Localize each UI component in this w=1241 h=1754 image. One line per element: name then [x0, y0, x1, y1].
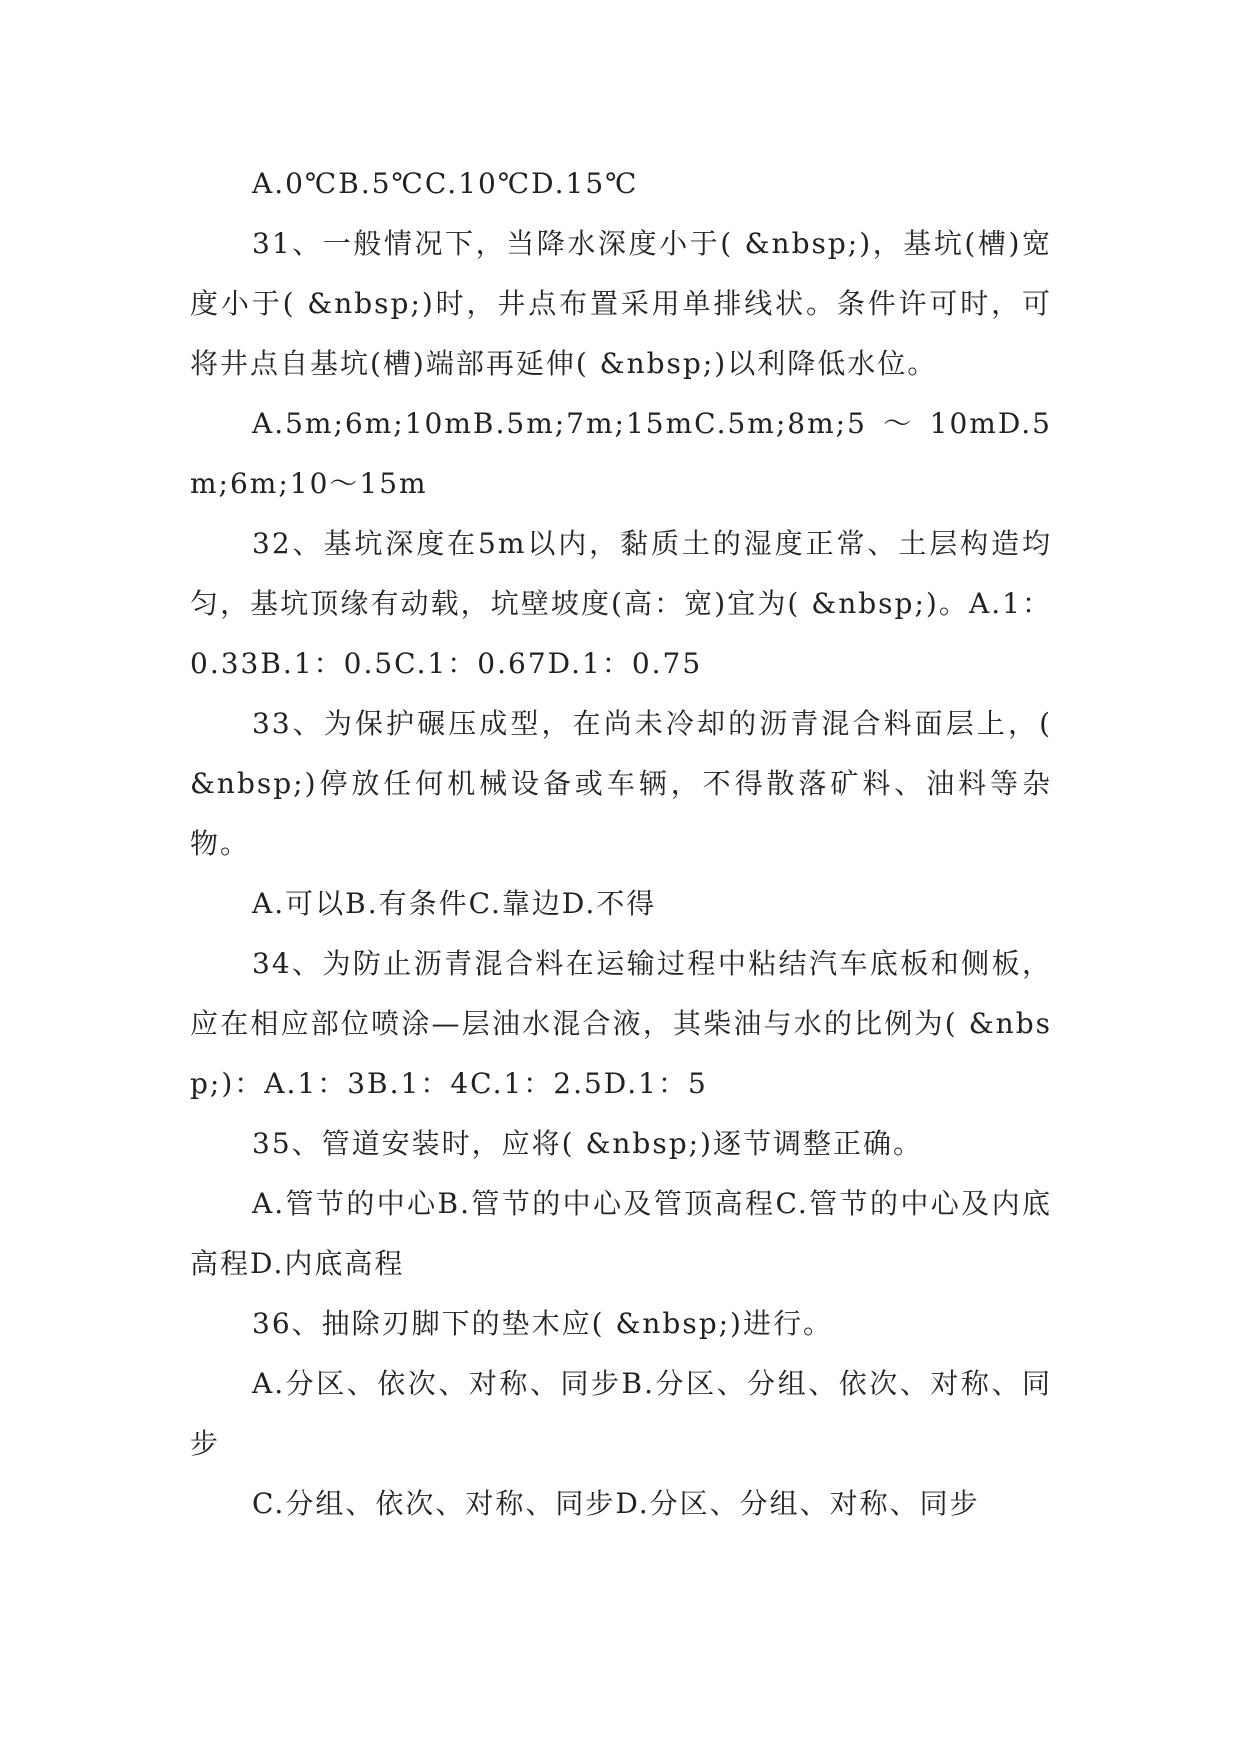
document-body	[190, 154, 1052, 1534]
question-31: 31、一般情况下，当降水深度小于( &nbsp;)，基坑(槽)宽度小于( &nbsp;)时，井点布置采用单排线状。条件许可时，可将井点自基坑(槽)端部再延伸( &nbsp;)以利降低水位。	[190, 227, 1052, 380]
answer-options-q31: A.5m;6m;10mB.5m;7m;15mC.5m;8m;5～10mD.5m;6m;10～15m	[190, 407, 1052, 500]
answer-options-q36-part2: C.分组、依次、对称、同步D.分区、分组、对称、同步	[252, 1487, 980, 1520]
answer-options-q30: A.0℃B.5℃C.10℃D.15℃	[252, 167, 639, 200]
question-36: 36、抽除刃脚下的垫木应( &nbsp;)进行。	[252, 1307, 833, 1340]
answer-options-q33: A.可以B.有条件C.靠边D.不得	[252, 887, 657, 920]
question-35: 35、管道安装时，应将( &nbsp;)逐节调整正确。	[252, 1127, 923, 1160]
answer-options-q35: A.管节的中心B.管节的中心及管顶高程C.管节的中心及内底高程D.内底高程	[190, 1187, 1052, 1280]
answer-options-q36-part1: A.分区、依次、对称、同步B.分区、分组、依次、对称、同步	[190, 1367, 1052, 1460]
question-32: 32、基坑深度在5m以内，黏质土的湿度正常、土层构造均匀，基坑顶缘有动载，坑壁坡度(高：宽)宜为( &nbsp;)。A.1：0.33B.1：0.5C.1：0.67D.1：0.75	[190, 527, 1052, 680]
question-34: 34、为防止沥青混合料在运输过程中粘结汽车底板和侧板，应在相应部位喷涂—层油水混合液，其柴油与水的比例为( &nbsp;)：A.1：3B.1：4C.1：2.5D.1：5	[190, 947, 1052, 1100]
question-33: 33、为保护碾压成型，在尚未冷却的沥青混合料面层上，( &nbsp;)停放任何机械设备或车辆，不得散落矿料、油料等杂物。	[190, 707, 1052, 860]
